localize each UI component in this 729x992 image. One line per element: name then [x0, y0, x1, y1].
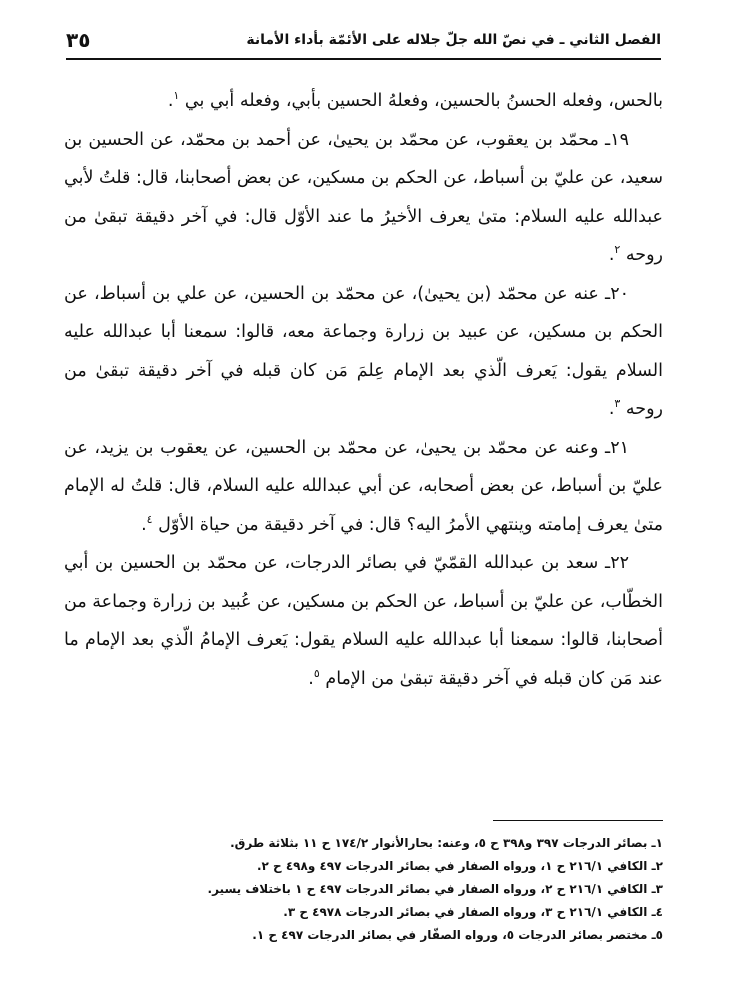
paragraph: ٢٢ـ سعد بن عبدالله القمّيّ في بصائر الدرجات، عن محمّد بن الحسين بن أبي الخطّاب، عن عليّ بن أسباط، عن الحكم بن مسكين، عن عُبيد بن زرارة وجماعة من أصحابنا، قالوا: سمعنا أبا عبدالله عليه السلام يقول: يَعرف الإمامُ الّذي بعد الإمام ما عند مَن كان قبله في آخر دقيقة تبقىٰ من الإمام $^٥$.	[64, 553, 663, 689]
footnotes	[66, 832, 663, 947]
paragraph: ٢٠ـ عنه عن محمّد (بن يحيىٰ)، عن محمّد بن الحسين، عن علي بن أسباط، عن الحكم بن مسكين، عن عبيد بن زرارة وجماعة معه، قالوا: سمعنا أبا عبدالله عليه السلام يقول: يَعرف الّذي بعد الإمام عِلمَ مَن كان قبله في آخر دقيقة تبقىٰ من روحه $^٣$.	[64, 283, 663, 419]
header-rule	[66, 58, 661, 60]
paragraph: ٢١ـ وعنه عن محمّد بن يحيىٰ، عن محمّد بن الحسين، عن يعقوب بن يزيد، عن عليّ بن أسباط، عن بعض أصحابه، عن أبي عبدالله عليه السلام، قال: قلتُ له الإمام متىٰ يعرف إمامته وينتهي الأمرُ اليه؟ قال: في آخر دقيقة من حياة الأوّل $^٤$.	[64, 437, 663, 535]
page-number: ٣٥	[66, 28, 91, 52]
footnote: ١ـ بصائر الدرجات ٣٩٧ و٣٩٨ ح ٥، وعنه: بحارالأنوار ١٧٤/٢ ح ١١ بثلاثة طرق.	[230, 836, 663, 850]
footnote: ٥ـ مختصر بصائر الدرجات ٥، ورواه الصفّار في بصائر الدرجات ٤٩٧ ح ١.	[252, 928, 663, 942]
footnote-ref[interactable]: ٢	[614, 243, 621, 257]
main-text	[64, 82, 663, 698]
footnote: ٤ـ الكافي ٢١٦/١ ح ٣، ورواه الصفار في بصائر الدرجات ٤٩٧٨ ح ٣.	[283, 905, 663, 919]
footnote: ٢ـ الكافي ٢١٦/١ ح ١، ورواه الصفار في بصائر الدرجات ٤٩٧ و٤٩٨ ح ٢.	[256, 859, 663, 873]
footnote-ref[interactable]: ٤	[146, 512, 153, 526]
paragraph: ١٩ـ محمّد بن يعقوب، عن محمّد بن يحيىٰ، عن أحمد بن محمّد، عن الحسين بن سعيد، عن عليّ بن أسباط، عن الحكم بن مسكين، عن بعض أصحابنا، قال: قلتُ لأبي عبدالله عليه السلام: متىٰ يعرف الأخيرُ ما عند الأوّل قال: في آخر دقيقة تبقىٰ من روحه $^٢$.	[64, 129, 663, 265]
footnote-rule	[493, 820, 663, 821]
footnote-ref[interactable]: ٣	[614, 397, 621, 411]
running-header	[66, 28, 661, 56]
footnote-ref[interactable]: ١	[173, 89, 180, 103]
footnote-ref[interactable]: ٥	[313, 666, 320, 680]
footnote: ٣ـ الكافي ٢١٦/١ ح ٢، ورواه الصفار في بصائر الدرجات ٤٩٧ ح ١ باختلاف يسير.	[207, 882, 663, 896]
paragraph: بالحس، وفعله الحسنُ بالحسين، وفعلهُ الحسين بأبي، وفعله أبي بي $^١$.	[167, 89, 663, 111]
chapter-title: الفصل الثاني ـ في نصّ الله جلّ جلاله على الأئمّة بأداء الأمانة	[246, 32, 661, 48]
